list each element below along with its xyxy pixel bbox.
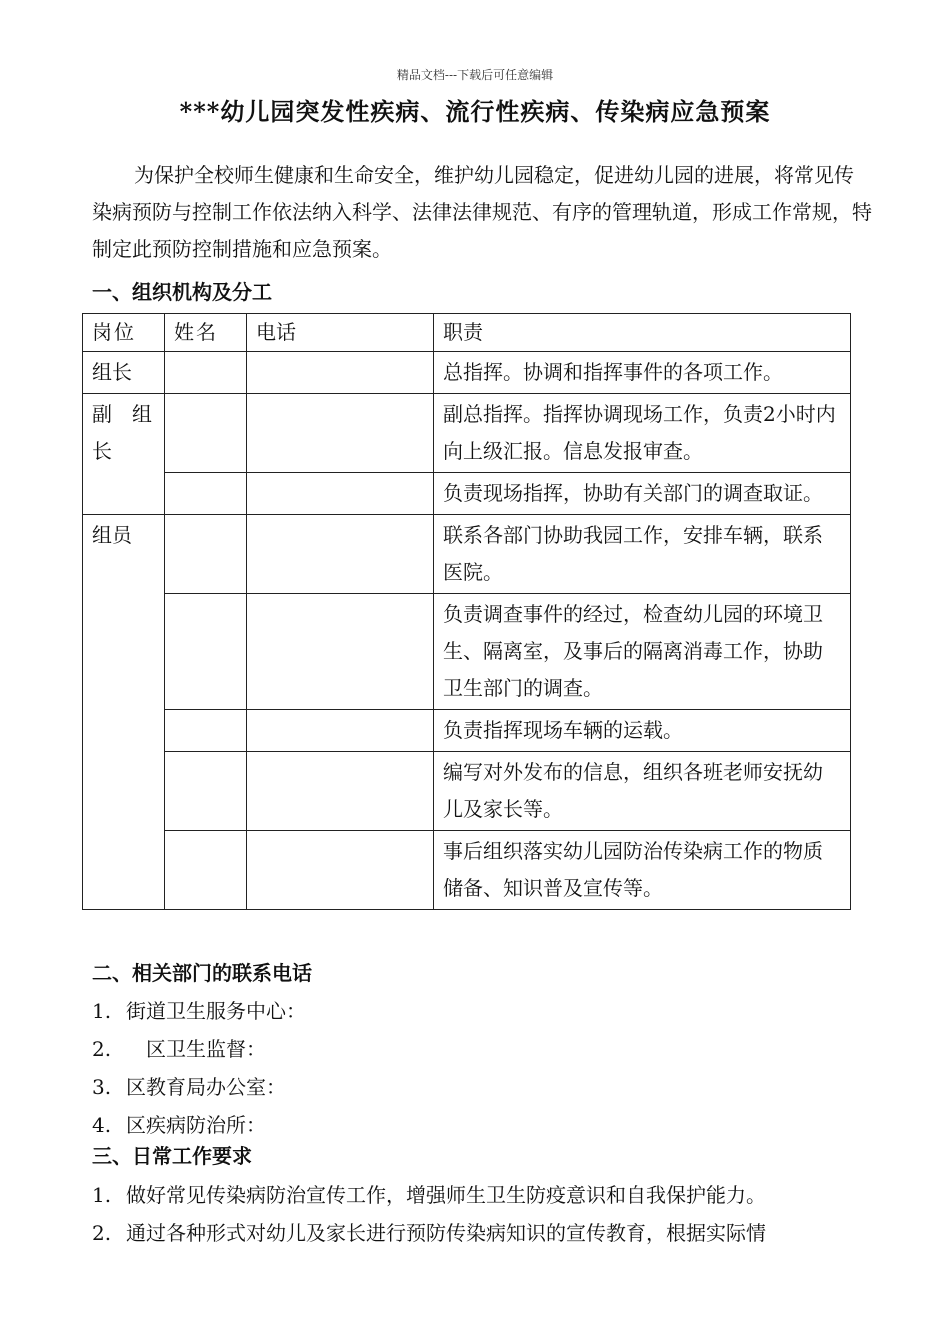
- document-title: ***幼儿园突发性疾病、流行性疾病、传染病应急预案: [179, 97, 771, 126]
- column-header-position: 岗位: [83, 314, 165, 352]
- phone-cell: [247, 594, 434, 710]
- table-row: [83, 594, 851, 710]
- name-cell: [165, 394, 247, 473]
- list-text: 做好常见传染病防治宣传工作，增强师生卫生防疫意识和自我保护能力。: [126, 1183, 766, 1207]
- duty-cell: 负责指挥现场车辆的运载。: [434, 710, 851, 752]
- list-number: 4.: [92, 1113, 112, 1137]
- phone-cell: [247, 473, 434, 515]
- name-cell: [165, 473, 247, 515]
- phone-cell: [247, 831, 434, 910]
- list-item: [92, 1106, 306, 1144]
- column-header-name: 姓名: [165, 314, 247, 352]
- name-cell: [165, 710, 247, 752]
- table-header-row: [83, 314, 851, 352]
- table-row: [83, 710, 851, 752]
- duty-cell: 编写对外发布的信息，组织各班老师安抚幼儿及家长等。: [434, 752, 851, 831]
- duty-cell: 联系各部门协助我园工作，安排车辆，联系医院。: [434, 515, 851, 594]
- name-cell: [165, 594, 247, 710]
- table-row: [83, 394, 851, 473]
- intro-paragraph: 为保护全校师生健康和生命安全，维护幼儿园稳定，促进幼儿园的进展，将常见传染病预防与控制工作依法纳入科学、法律法律规范、有序的管理轨道，形成工作常规，特制定此预防控制措施和应急预案。: [92, 163, 872, 261]
- phone-cell: [247, 515, 434, 594]
- list-number: 2.: [92, 1221, 112, 1245]
- name-cell: [165, 515, 247, 594]
- list-text: 街道卫生服务中心：: [126, 999, 306, 1023]
- role-cell-deputy: 副 组长: [83, 394, 165, 515]
- table-row: [83, 352, 851, 394]
- section-heading-contacts: 二、相关部门的联系电话: [92, 961, 312, 985]
- duty-cell: 负责调查事件的经过，检查幼儿园的环境卫生、隔离室，及事后的隔离消毒工作，协助卫生部门的调查。: [434, 594, 851, 710]
- phone-cell: [247, 752, 434, 831]
- table-row: [83, 473, 851, 515]
- column-header-phone: 电话: [247, 314, 434, 352]
- phone-cell: [247, 710, 434, 752]
- list-item: [92, 1176, 766, 1214]
- list-text: 通过各种形式对幼儿及家长进行预防传染病知识的宣传教育，根据实际情: [126, 1221, 766, 1245]
- list-item: [92, 1214, 766, 1252]
- list-item: [92, 1030, 306, 1068]
- role-cell-leader: 组长: [83, 352, 165, 394]
- list-number: 3.: [92, 1075, 112, 1099]
- duty-cell: 事后组织落实幼儿园防治传染病工作的物质储备、知识普及宣传等。: [434, 831, 851, 910]
- table-row: [83, 831, 851, 910]
- list-number: 1.: [92, 1183, 112, 1207]
- table-row: [83, 515, 851, 594]
- role-cell-member: 组员: [83, 515, 165, 910]
- duty-cell: 负责现场指挥，协助有关部门的调查取证。: [434, 473, 851, 515]
- phone-cell: [247, 352, 434, 394]
- list-text: 区疾病防治所：: [126, 1113, 266, 1137]
- duty-cell: 总指挥。协调和指挥事件的各项工作。: [434, 352, 851, 394]
- name-cell: [165, 752, 247, 831]
- list-text: 区教育局办公室：: [126, 1075, 286, 1099]
- organization-table: [82, 313, 851, 910]
- name-cell: [165, 352, 247, 394]
- list-number: 2.: [92, 1037, 112, 1061]
- header-note: 精品文档---下载后可任意编辑: [396, 68, 554, 82]
- list-item: [92, 1068, 306, 1106]
- requirements-list: [92, 1176, 766, 1252]
- table-row: [83, 752, 851, 831]
- column-header-duty: 职责: [434, 314, 851, 352]
- list-number: 1.: [92, 999, 112, 1023]
- duty-cell: 副总指挥。指挥协调现场工作，负责2小时内向上级汇报。信息发报审查。: [434, 394, 851, 473]
- section-heading-requirements: 三、日常工作要求: [92, 1144, 252, 1168]
- name-cell: [165, 831, 247, 910]
- list-item: [92, 992, 306, 1030]
- contact-list: [92, 992, 306, 1144]
- list-text: 区卫生监督：: [126, 1037, 266, 1061]
- phone-cell: [247, 394, 434, 473]
- section-heading-organization: 一、组织机构及分工: [92, 280, 272, 304]
